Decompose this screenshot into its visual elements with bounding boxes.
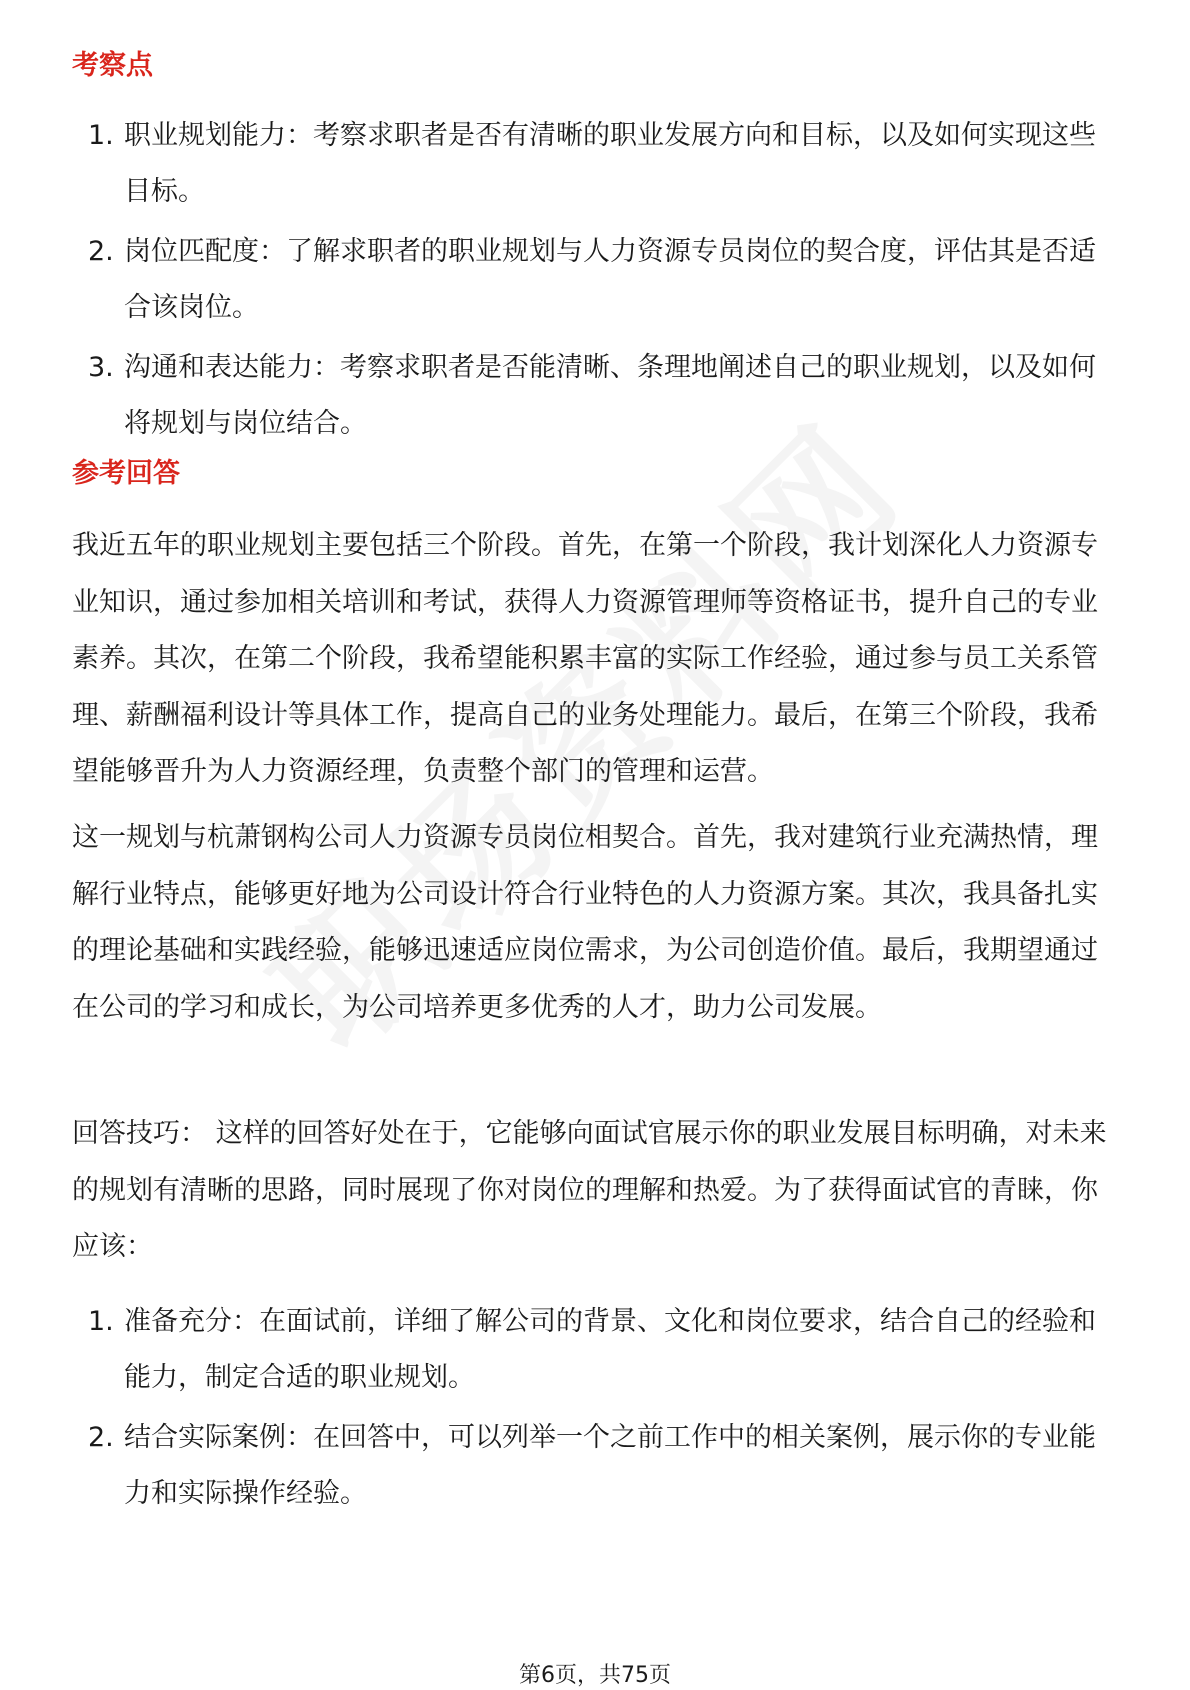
answer-paragraph-2: 这一规划与杭萧钢构公司人力资源专员岗位相契合。首先，我对建筑行业充满热情，理解行业特点，能够更好地为公司设计符合行业特色的人力资源方案。其次，我具备扎实的理论基础和实践经验，能够迅速适应岗位需求，为公司创造价值。最后，我期望通过在公司的学习和成长，为公司培养更多优秀的人才，助力公司发展。 [72, 822, 1098, 1023]
tips-paragraph: 回答技巧： 这样的回答好处在于，它能够向面试官展示你的职业发展目标明确，对未来的规划有清晰的思路，同时展现了你对岗位的理解和热爱。为了获得面试官的青睐，你应该： [72, 1118, 1107, 1262]
list-item: 1. 准备充分：在面试前，详细了解公司的背景、文化和岗位要求，结合自己的经验和能力，制定合适的职业规划。 [88, 1306, 1096, 1393]
section-title-points: 考察点 [72, 50, 153, 81]
page-number: 第6页，共75页 [519, 1663, 671, 1688]
section-title-answer: 参考回答 [72, 458, 180, 489]
list-item: 3. 沟通和表达能力：考察求职者是否能清晰、条理地阐述自己的职业规划，以及如何将规划与岗位结合。 [88, 352, 1096, 439]
list-item: 2. 结合实际案例：在回答中，可以列举一个之前工作中的相关案例，展示你的专业能力和实际操作经验。 [88, 1422, 1096, 1509]
points-list [72, 108, 1122, 456]
tips-list [72, 1294, 1122, 1526]
list-item: 1. 职业规划能力：考察求职者是否有清晰的职业发展方向和目标，以及如何实现这些目标。 [88, 120, 1096, 207]
answer-paragraph-1: 我近五年的职业规划主要包括三个阶段。首先，在第一个阶段，我计划深化人力资源专业知识，通过参加相关培训和考试，获得人力资源管理师等资格证书，提升自己的专业素养。其次，在第二个阶段，我希望能积累丰富的实际工作经验，通过参与员工关系管理、薪酬福利设计等具体工作，提高自己的业务处理能力。最后，在第三个阶段，我希望能够晋升为人力资源经理，负责整个部门的管理和运营。 [72, 530, 1098, 787]
list-item: 2. 岗位匹配度：了解求职者的职业规划与人力资源专员岗位的契合度，评估其是否适合该岗位。 [88, 236, 1096, 323]
